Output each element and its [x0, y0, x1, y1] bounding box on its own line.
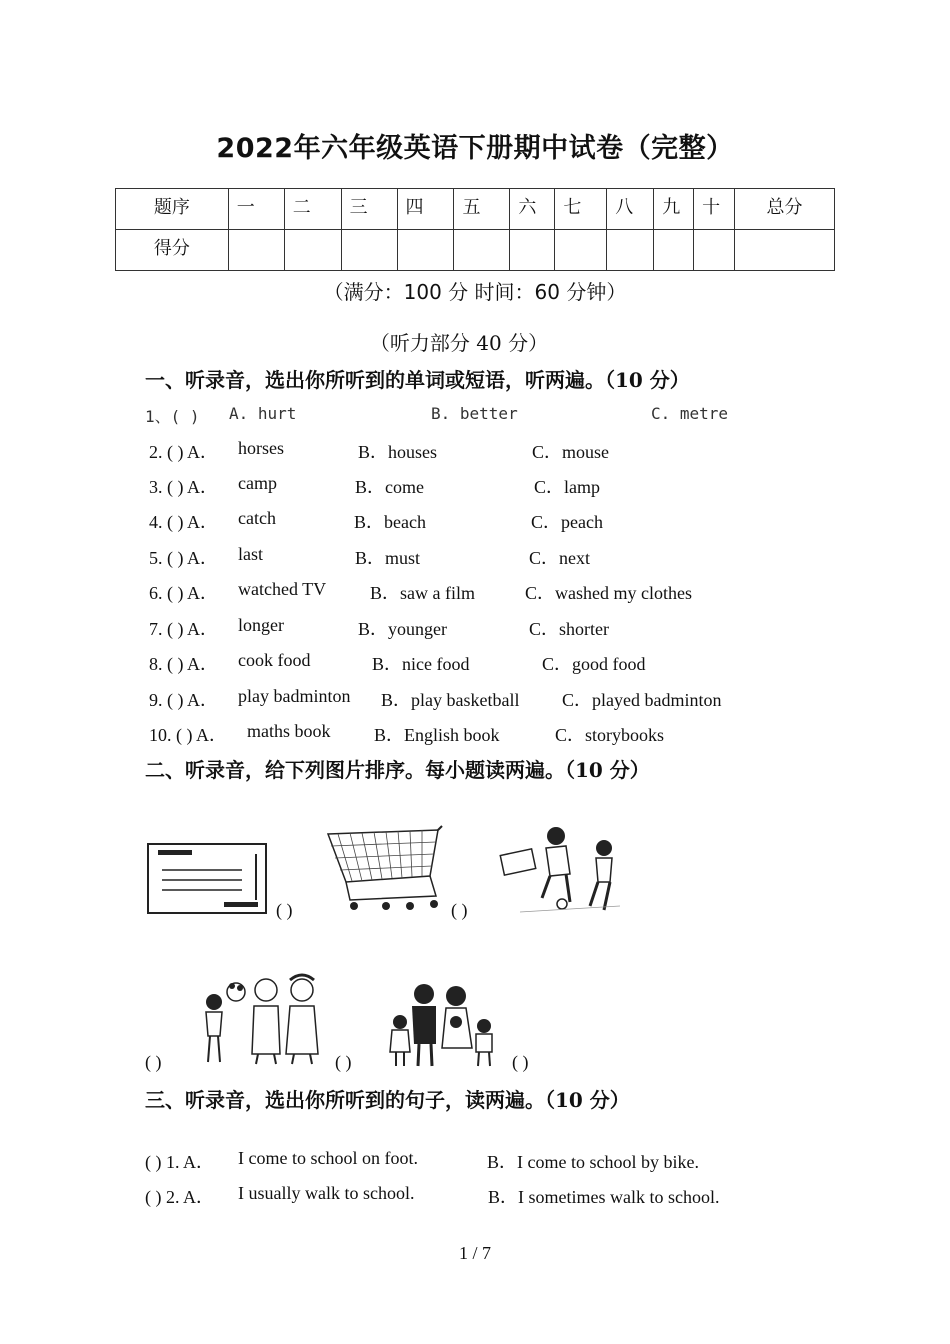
section3-heading: 三、听录音，选出你所听到的句子，读两遍。（10 分）: [145, 1088, 630, 1112]
table-cell: 九: [654, 189, 694, 230]
score-cell[interactable]: [607, 230, 654, 271]
option-a: longer: [238, 615, 284, 635]
question-number[interactable]: ( ) 2. A．: [145, 1187, 214, 1207]
score-table: [115, 188, 835, 271]
option-c: C．storybooks: [555, 725, 665, 745]
option-a: camp: [238, 473, 277, 493]
option-a: catch: [238, 508, 276, 528]
table-cell: 二: [284, 189, 341, 230]
option-b: B．nice food: [372, 654, 470, 674]
option-b: B．saw a film: [370, 583, 475, 603]
exam-meta: （满分：100 分 时间：60 分钟）: [323, 280, 627, 304]
option-c: C．next: [529, 548, 590, 568]
question-number[interactable]: 8. ( ) A．: [149, 654, 218, 674]
score-cell[interactable]: [284, 230, 341, 271]
option-b: B．English book: [374, 725, 500, 745]
option-a: last: [238, 544, 263, 564]
table-cell: 五: [454, 189, 510, 230]
option-c: C．washed my clothes: [525, 583, 692, 603]
option-b: B．must: [355, 548, 421, 568]
option-b: B．come: [355, 477, 424, 497]
answer-blank[interactable]: ( ): [276, 900, 293, 920]
table-cell: 题序: [116, 189, 229, 230]
option-a: watched TV: [238, 579, 327, 599]
score-cell[interactable]: [555, 230, 607, 271]
score-cell[interactable]: [654, 230, 694, 271]
football-picture: [500, 826, 622, 914]
answer-blank[interactable]: ( ): [145, 1052, 162, 1072]
listening-header: （听力部分 40 分）: [369, 331, 549, 355]
section1-heading: 一、听录音，选出你所听到的单词或短语，听两遍。（10 分）: [145, 368, 690, 392]
option-c: C．peach: [531, 512, 603, 532]
table-cell: 六: [510, 189, 555, 230]
option-a: A. hurt: [229, 404, 297, 423]
question-number[interactable]: 10. ( ) A．: [149, 725, 227, 745]
score-table-header-row: [116, 189, 835, 230]
option-b: B．beach: [354, 512, 426, 532]
table-cell: 一: [228, 189, 284, 230]
table-cell: 八: [607, 189, 654, 230]
option-c: C．lamp: [534, 477, 600, 497]
option-c: C．good food: [542, 654, 646, 674]
score-cell[interactable]: [510, 230, 555, 271]
answer-blank[interactable]: ( ): [335, 1052, 352, 1072]
option-b: B．I come to school by bike.: [487, 1152, 699, 1172]
option-b: B. better: [431, 404, 518, 423]
option-a: cook food: [238, 650, 311, 670]
score-cell[interactable]: [454, 230, 510, 271]
question-number[interactable]: 1、( ): [145, 407, 200, 426]
question-number[interactable]: 5. ( ) A．: [149, 548, 218, 568]
option-a: maths book: [247, 721, 331, 741]
score-cell[interactable]: [397, 230, 454, 271]
score-table-score-row: [116, 230, 835, 271]
option-b: B．play basketball: [381, 690, 520, 710]
option-b: B．I sometimes walk to school.: [488, 1187, 720, 1207]
table-cell: 十: [694, 189, 735, 230]
page-title: 2022年六年级英语下册期中试卷（完整）: [216, 133, 734, 164]
option-c: C．played badminton: [562, 690, 722, 710]
option-c: C. metre: [651, 404, 729, 423]
table-cell: 总分: [735, 189, 835, 230]
question-number[interactable]: 2. ( ) A．: [149, 442, 218, 462]
option-a: I come to school on foot.: [238, 1148, 418, 1168]
question-number[interactable]: 4. ( ) A．: [149, 512, 218, 532]
option-a: I usually walk to school.: [238, 1183, 415, 1203]
option-c: C．shorter: [529, 619, 609, 639]
question-number[interactable]: ( ) 1. A．: [145, 1152, 214, 1172]
grandparents-picture: [196, 972, 328, 1066]
answer-blank[interactable]: ( ): [512, 1052, 529, 1072]
table-cell: 四: [397, 189, 454, 230]
page-number: 1 / 7: [458, 1243, 491, 1263]
section2-heading: 二、听录音，给下列图片排序。每小题读两遍。（10 分）: [145, 758, 650, 782]
option-a: play badminton: [238, 686, 351, 706]
question-number[interactable]: 9. ( ) A．: [149, 690, 218, 710]
family-picture: [386, 982, 506, 1068]
table-cell: 三: [341, 189, 397, 230]
question-number[interactable]: 6. ( ) A．: [149, 583, 218, 603]
letter-picture: [146, 842, 270, 916]
score-cell[interactable]: [694, 230, 735, 271]
score-cell[interactable]: [341, 230, 397, 271]
score-cell[interactable]: [228, 230, 284, 271]
table-cell: 七: [555, 189, 607, 230]
question-number[interactable]: 3. ( ) A．: [149, 477, 218, 497]
question-number[interactable]: 7. ( ) A．: [149, 619, 218, 639]
option-b: B．houses: [358, 442, 438, 462]
answer-blank[interactable]: ( ): [451, 900, 468, 920]
table-cell: 得分: [116, 230, 229, 271]
shopping-cart-picture: [326, 826, 444, 914]
score-cell[interactable]: [735, 230, 835, 271]
option-a: horses: [238, 438, 284, 458]
option-b: B．younger: [358, 619, 447, 639]
option-c: C．mouse: [532, 442, 610, 462]
